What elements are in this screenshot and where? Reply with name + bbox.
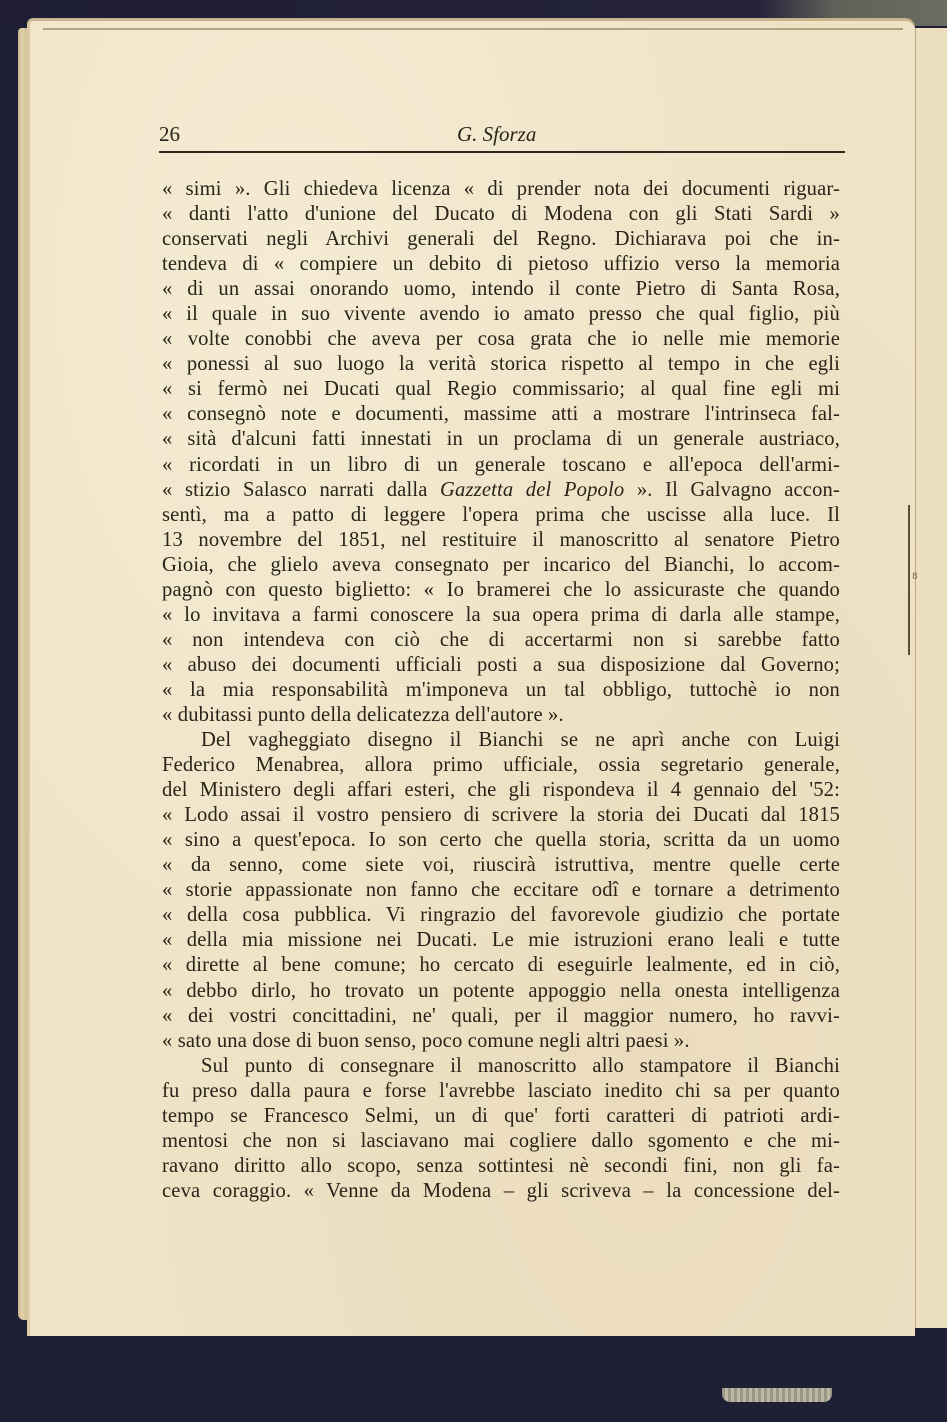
text-segment: « stizio Salasco narrati dalla bbox=[162, 478, 441, 501]
text-line: « sino a quest'epoca. Io son certo che quella storia, scritta da un uomo bbox=[162, 829, 840, 852]
spine-crease bbox=[908, 505, 910, 655]
facing-page-edge bbox=[915, 28, 947, 1328]
text-line: del Ministero degli affari esteri, che gli rispondeva il 4 gennaio del '52: bbox=[162, 779, 840, 802]
text-line: « sità d'alcuni fatti innestati in un proclama di un generale austriaco, bbox=[162, 428, 840, 451]
text-line: « dei vostri concittadini, ne' quali, per il maggior numero, ho ravvi- bbox=[162, 1004, 840, 1027]
spine-mark: 8 bbox=[912, 572, 918, 582]
text-line: ceva coraggio. « Venne da Modena – gli scriveva – la concessione del- bbox=[162, 1179, 840, 1202]
text-line: « danti l'atto d'unione del Ducato di Modena con gli Stati Sardi » bbox=[162, 203, 840, 226]
text-line: « consegnò note e documenti, massime atti a mostrare l'intrinseca fal- bbox=[162, 403, 840, 426]
text-line: fu preso dalla paura e forse l'avrebbe lasciato inedito chi sa per quanto bbox=[162, 1079, 840, 1102]
text-line: « sato una dose di buon senso, poco comune negli altri paesi ». bbox=[162, 1029, 690, 1052]
text-line: « la mia responsabilità m'imponeva un tal obbligo, tuttochè io non bbox=[162, 678, 840, 701]
body-text bbox=[162, 177, 840, 1204]
text-line: tendeva di « compiere un debito di pietoso uffizio verso la memoria bbox=[162, 253, 840, 276]
text-line: sentì, ma a patto di leggere l'opera prima che uscisse alla luce. Il bbox=[162, 503, 840, 526]
text-line: « si fermò nei Ducati qual Regio commissario; al qual fine egli mi bbox=[162, 378, 840, 401]
header-rule bbox=[159, 151, 845, 153]
paragraph-start: Del vagheggiato disegno il Bianchi se ne aprì anche con Luigi bbox=[201, 729, 840, 752]
text-line: tempo se Francesco Selmi, un di que' forti caratteri di patrioti ardi- bbox=[162, 1104, 840, 1127]
text-line: « ricordati in un libro di un generale toscano e all'epoca dell'armi- bbox=[162, 453, 840, 476]
newspaper-title: Gazzetta del Popolo bbox=[440, 478, 625, 501]
text-line: 13 novembre del 1851, nel restituire il manoscritto al senatore Pietro bbox=[162, 528, 840, 551]
text-line: ravano diritto allo scopo, senza sottintesi nè secondi fini, non gli fa- bbox=[162, 1154, 840, 1177]
text-line: « simi ». Gli chiedeva licenza « di prender nota dei documenti riguar- bbox=[162, 178, 840, 200]
text-line: « dirette al bene comune; ho cercato di eseguirle lealmente, ed in ciò, bbox=[162, 954, 840, 977]
text-line: pagnò con questo biglietto: « Io bramerei che lo assicuraste che quando bbox=[162, 578, 840, 601]
text-line: Federico Menabrea, allora primo ufficiale, ossia segretario generale, bbox=[162, 754, 840, 777]
text-line: conservati negli Archivi generali del Regno. Dichiarava poi che in- bbox=[162, 228, 840, 251]
text-line: Gioia, che glielo aveva consegnato per incarico del Bianchi, lo accom- bbox=[162, 553, 840, 576]
text-line: « della mia missione nei Ducati. Le mie istruzioni erano leali e tutte bbox=[162, 929, 840, 952]
text-line: « da senno, come siete voi, riuscirà istruttiva, mentre quelle certe bbox=[162, 854, 840, 877]
page-edge-rule bbox=[43, 28, 903, 30]
text-line: « dubitassi punto della delicatezza dell'autore ». bbox=[162, 703, 564, 726]
text-line: « Lodo assai il vostro pensiero di scrivere la storia dei Ducati dal 1815 bbox=[162, 804, 840, 827]
text-line: « non intendeva con ciò che di accertarmi non si sarebbe fatto bbox=[162, 628, 840, 651]
text-segment: ». Il Galvagno accon- bbox=[624, 478, 840, 501]
text-line: « storie appassionate non fanno che eccitare odî e tornare a detrimento bbox=[162, 879, 840, 902]
running-head: G. Sforza bbox=[457, 122, 537, 146]
text-line: mentosi che non si lasciavano mai cogliere dallo sgomento e che mi- bbox=[162, 1129, 840, 1152]
paragraph-start: Sul punto di consegnare il manoscritto allo stampatore il Bianchi bbox=[201, 1054, 840, 1077]
text-line: « della cosa pubblica. Vi ringrazio del favorevole giudizio che portate bbox=[162, 904, 840, 927]
text-line: « ponessi al suo luogo la verità storica rispetto al tempo in che egli bbox=[162, 353, 840, 376]
text-line: « di un assai onorando uomo, intendo il conte Pietro di Santa Rosa, bbox=[162, 278, 840, 301]
text-line: « abuso dei documenti ufficiali posti a sua disposizione dal Governo; bbox=[162, 653, 840, 676]
page-header bbox=[159, 118, 845, 148]
page-curl bbox=[722, 1388, 832, 1402]
text-line: « debbo dirlo, ho trovato un potente appoggio nella onesta intelligenza bbox=[162, 979, 840, 1002]
text-line-with-italic bbox=[162, 478, 840, 503]
text-line: « lo invitava a farmi conoscere la sua opera prima di darla alle stampe, bbox=[162, 603, 840, 626]
text-line: « il quale in suo vivente avendo io amato presso che qual figlio, più bbox=[162, 303, 840, 326]
page-number: 26 bbox=[159, 122, 180, 146]
text-line: « volte conobbi che aveva per cosa grata che io nelle mie memorie bbox=[162, 328, 840, 351]
